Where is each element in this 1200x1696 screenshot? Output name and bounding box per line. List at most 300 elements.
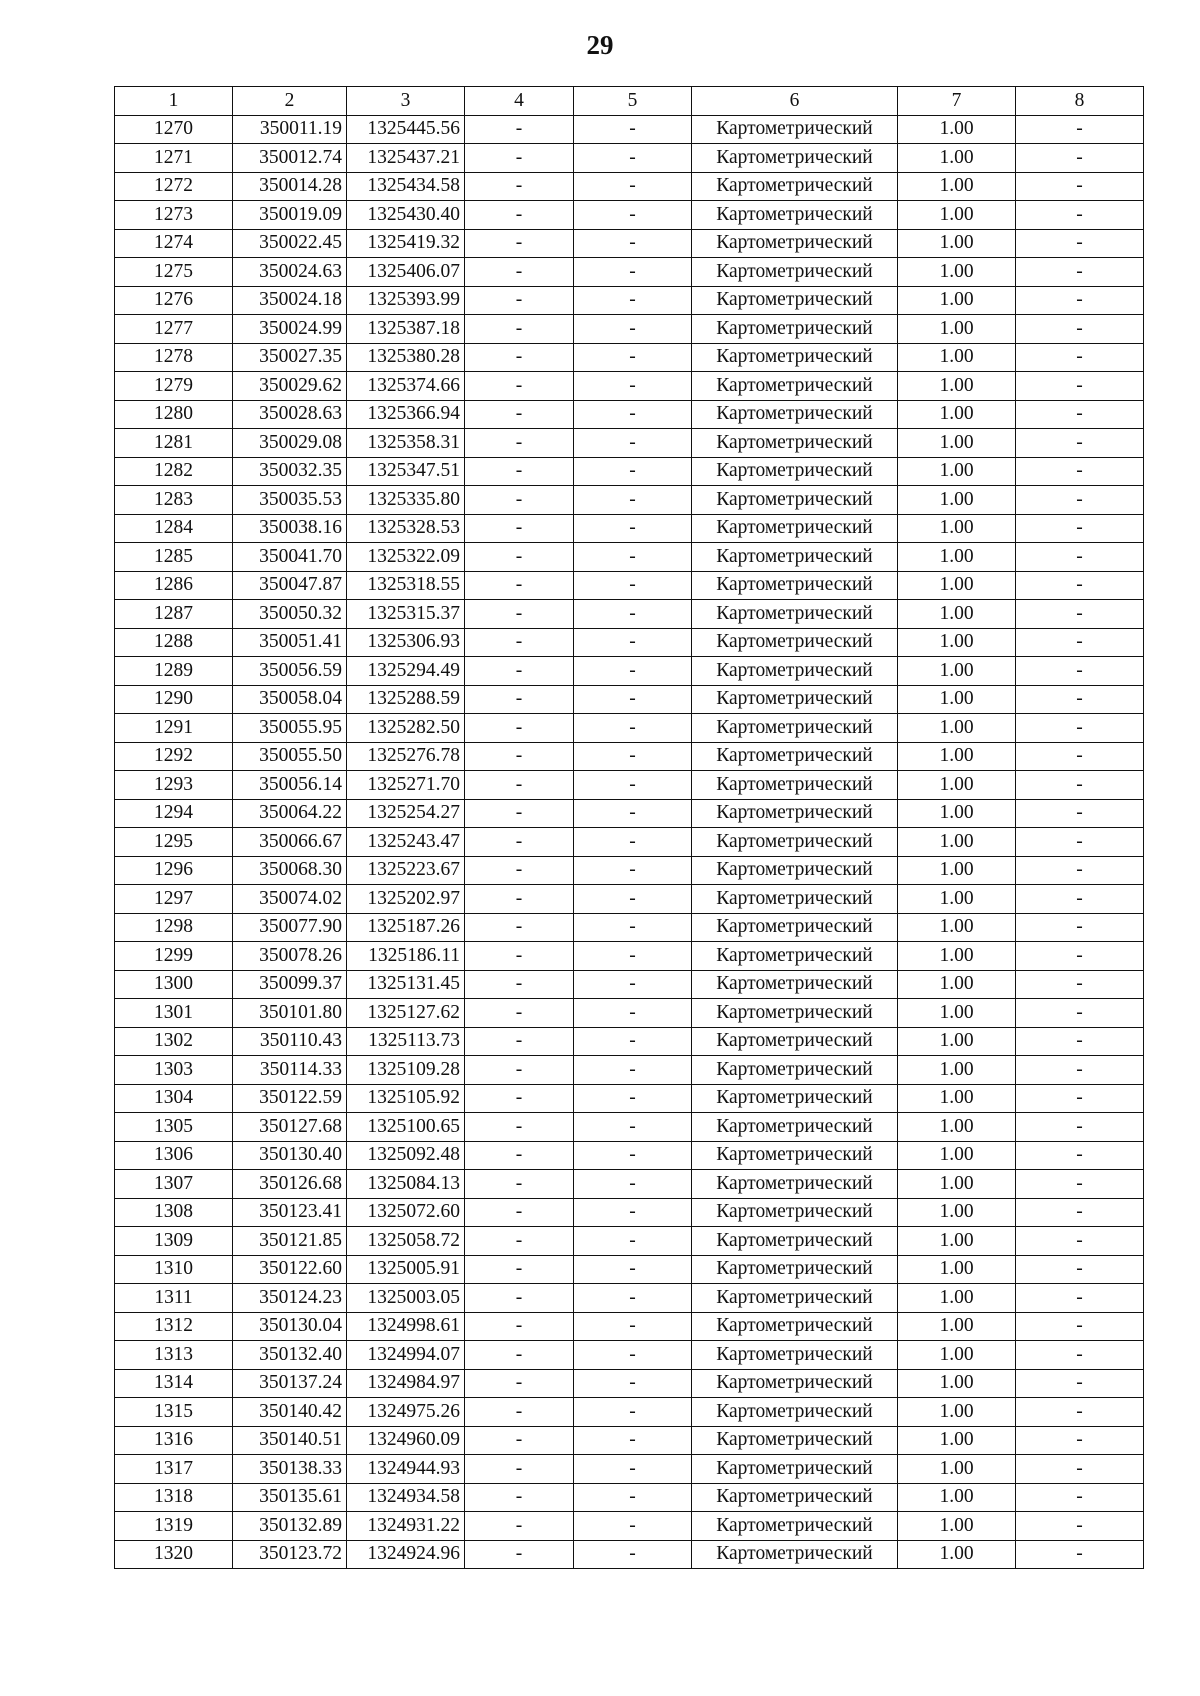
column-8-cell: - <box>1016 286 1144 315</box>
x-coordinate-cell: 350074.02 <box>233 885 347 914</box>
column-5-cell: - <box>574 1483 692 1512</box>
point-number-cell: 1289 <box>115 657 233 686</box>
column-4-cell: - <box>465 1227 574 1256</box>
x-coordinate-cell: 350050.32 <box>233 600 347 629</box>
column-8-cell: - <box>1016 771 1144 800</box>
column-8-cell: - <box>1016 1455 1144 1484</box>
x-coordinate-cell: 350122.59 <box>233 1084 347 1113</box>
point-number-cell: 1312 <box>115 1312 233 1341</box>
column-8-cell: - <box>1016 856 1144 885</box>
column-5-cell: - <box>574 1284 692 1313</box>
column-5-cell: - <box>574 172 692 201</box>
x-coordinate-cell: 350130.04 <box>233 1312 347 1341</box>
column-4-cell: - <box>465 1312 574 1341</box>
y-coordinate-cell: 1325223.67 <box>347 856 465 885</box>
column-4-cell: - <box>465 1426 574 1455</box>
method-cell: Картометрический <box>692 1084 898 1113</box>
accuracy-cell: 1.00 <box>898 343 1016 372</box>
column-4-cell: - <box>465 1455 574 1484</box>
table-row <box>115 1056 1144 1085</box>
column-8-cell: - <box>1016 1426 1144 1455</box>
table-row <box>115 514 1144 543</box>
column-5-cell: - <box>574 1084 692 1113</box>
column-4-cell: - <box>465 742 574 771</box>
table-row <box>115 1198 1144 1227</box>
coordinates-table <box>114 86 1144 1569</box>
y-coordinate-cell: 1325282.50 <box>347 714 465 743</box>
y-coordinate-cell: 1324944.93 <box>347 1455 465 1484</box>
column-4-cell: - <box>465 457 574 486</box>
table-row <box>115 771 1144 800</box>
column-8-cell: - <box>1016 486 1144 515</box>
point-number-cell: 1303 <box>115 1056 233 1085</box>
column-4-cell: - <box>465 400 574 429</box>
table-row <box>115 999 1144 1028</box>
method-cell: Картометрический <box>692 942 898 971</box>
y-coordinate-cell: 1325105.92 <box>347 1084 465 1113</box>
column-5-cell: - <box>574 1198 692 1227</box>
column-5-cell: - <box>574 286 692 315</box>
column-8-cell: - <box>1016 400 1144 429</box>
y-coordinate-cell: 1325318.55 <box>347 571 465 600</box>
method-cell: Картометрический <box>692 714 898 743</box>
y-coordinate-cell: 1325058.72 <box>347 1227 465 1256</box>
method-cell: Картометрический <box>692 229 898 258</box>
column-5-cell: - <box>574 1113 692 1142</box>
method-cell: Картометрический <box>692 1284 898 1313</box>
column-5-cell: - <box>574 1455 692 1484</box>
x-coordinate-cell: 350029.08 <box>233 429 347 458</box>
point-number-cell: 1292 <box>115 742 233 771</box>
point-number-cell: 1295 <box>115 828 233 857</box>
x-coordinate-cell: 350056.59 <box>233 657 347 686</box>
column-5-cell: - <box>574 1170 692 1199</box>
x-coordinate-cell: 350126.68 <box>233 1170 347 1199</box>
method-cell: Картометрический <box>692 1455 898 1484</box>
x-coordinate-cell: 350055.50 <box>233 742 347 771</box>
table-row <box>115 343 1144 372</box>
method-cell: Картометрический <box>692 1056 898 1085</box>
column-5-cell: - <box>574 742 692 771</box>
column-8-cell: - <box>1016 714 1144 743</box>
column-8-cell: - <box>1016 514 1144 543</box>
x-coordinate-cell: 350122.60 <box>233 1255 347 1284</box>
column-8-cell: - <box>1016 1141 1144 1170</box>
y-coordinate-cell: 1325335.80 <box>347 486 465 515</box>
accuracy-cell: 1.00 <box>898 258 1016 287</box>
column-5-cell: - <box>574 799 692 828</box>
accuracy-cell: 1.00 <box>898 1084 1016 1113</box>
column-5-cell: - <box>574 856 692 885</box>
y-coordinate-cell: 1324931.22 <box>347 1512 465 1541</box>
column-4-cell: - <box>465 514 574 543</box>
accuracy-cell: 1.00 <box>898 1141 1016 1170</box>
column-4-cell: - <box>465 372 574 401</box>
column-8-cell: - <box>1016 1227 1144 1256</box>
method-cell: Картометрический <box>692 1398 898 1427</box>
table-row <box>115 315 1144 344</box>
accuracy-cell: 1.00 <box>898 429 1016 458</box>
method-cell: Картометрический <box>692 1483 898 1512</box>
x-coordinate-cell: 350132.89 <box>233 1512 347 1541</box>
accuracy-cell: 1.00 <box>898 201 1016 230</box>
table-row <box>115 742 1144 771</box>
point-number-cell: 1298 <box>115 913 233 942</box>
column-4-cell: - <box>465 486 574 515</box>
column-8-cell: - <box>1016 144 1144 173</box>
column-4-cell: - <box>465 429 574 458</box>
column-5-cell: - <box>574 144 692 173</box>
y-coordinate-cell: 1325294.49 <box>347 657 465 686</box>
column-5-cell: - <box>574 828 692 857</box>
table-row <box>115 828 1144 857</box>
y-coordinate-cell: 1325084.13 <box>347 1170 465 1199</box>
table-row <box>115 286 1144 315</box>
point-number-cell: 1300 <box>115 970 233 999</box>
table-row <box>115 1227 1144 1256</box>
column-8-cell: - <box>1016 1341 1144 1370</box>
x-coordinate-cell: 350078.26 <box>233 942 347 971</box>
method-cell: Картометрический <box>692 1312 898 1341</box>
column-4-cell: - <box>465 628 574 657</box>
table-row <box>115 1113 1144 1142</box>
column-4-cell: - <box>465 1141 574 1170</box>
column-5-cell: - <box>574 258 692 287</box>
accuracy-cell: 1.00 <box>898 771 1016 800</box>
column-8-cell: - <box>1016 571 1144 600</box>
point-number-cell: 1285 <box>115 543 233 572</box>
x-coordinate-cell: 350123.72 <box>233 1540 347 1569</box>
point-number-cell: 1297 <box>115 885 233 914</box>
column-8-cell: - <box>1016 1398 1144 1427</box>
method-cell: Картометрический <box>692 885 898 914</box>
accuracy-cell: 1.00 <box>898 714 1016 743</box>
y-coordinate-cell: 1325186.11 <box>347 942 465 971</box>
accuracy-cell: 1.00 <box>898 742 1016 771</box>
column-4-cell: - <box>465 571 574 600</box>
y-coordinate-cell: 1324934.58 <box>347 1483 465 1512</box>
y-coordinate-cell: 1324998.61 <box>347 1312 465 1341</box>
table-row <box>115 1540 1144 1569</box>
point-number-cell: 1270 <box>115 115 233 144</box>
y-coordinate-cell: 1325288.59 <box>347 685 465 714</box>
accuracy-cell: 1.00 <box>898 571 1016 600</box>
column-8-cell: - <box>1016 1170 1144 1199</box>
page-number: 29 <box>586 30 614 60</box>
column-5-cell: - <box>574 600 692 629</box>
table-row <box>115 571 1144 600</box>
accuracy-cell: 1.00 <box>898 115 1016 144</box>
column-8-cell: - <box>1016 1512 1144 1541</box>
x-coordinate-cell: 350056.14 <box>233 771 347 800</box>
column-4-cell: - <box>465 1198 574 1227</box>
y-coordinate-cell: 1325445.56 <box>347 115 465 144</box>
y-coordinate-cell: 1325254.27 <box>347 799 465 828</box>
table-row <box>115 486 1144 515</box>
column-4-cell: - <box>465 600 574 629</box>
table-row <box>115 1170 1144 1199</box>
accuracy-cell: 1.00 <box>898 1056 1016 1085</box>
y-coordinate-cell: 1325434.58 <box>347 172 465 201</box>
table-row <box>115 1512 1144 1541</box>
column-5-cell: - <box>574 685 692 714</box>
method-cell: Картометрический <box>692 600 898 629</box>
point-number-cell: 1296 <box>115 856 233 885</box>
column-8-cell: - <box>1016 172 1144 201</box>
method-cell: Картометрический <box>692 999 898 1028</box>
x-coordinate-cell: 350140.42 <box>233 1398 347 1427</box>
column-8-cell: - <box>1016 828 1144 857</box>
column-header-8: 8 <box>1016 87 1144 116</box>
column-5-cell: - <box>574 1056 692 1085</box>
accuracy-cell: 1.00 <box>898 543 1016 572</box>
y-coordinate-cell: 1325358.31 <box>347 429 465 458</box>
x-coordinate-cell: 350012.74 <box>233 144 347 173</box>
column-8-cell: - <box>1016 1369 1144 1398</box>
column-5-cell: - <box>574 885 692 914</box>
column-5-cell: - <box>574 657 692 686</box>
method-cell: Картометрический <box>692 144 898 173</box>
column-4-cell: - <box>465 172 574 201</box>
column-5-cell: - <box>574 543 692 572</box>
table-row <box>115 1341 1144 1370</box>
table-row <box>115 429 1144 458</box>
column-4-cell: - <box>465 885 574 914</box>
method-cell: Картометрический <box>692 1170 898 1199</box>
point-number-cell: 1301 <box>115 999 233 1028</box>
column-8-cell: - <box>1016 885 1144 914</box>
point-number-cell: 1304 <box>115 1084 233 1113</box>
column-8-cell: - <box>1016 970 1144 999</box>
point-number-cell: 1271 <box>115 144 233 173</box>
point-number-cell: 1307 <box>115 1170 233 1199</box>
column-8-cell: - <box>1016 343 1144 372</box>
accuracy-cell: 1.00 <box>898 942 1016 971</box>
point-number-cell: 1273 <box>115 201 233 230</box>
table-row <box>115 201 1144 230</box>
table-row <box>115 115 1144 144</box>
table-row <box>115 229 1144 258</box>
x-coordinate-cell: 350051.41 <box>233 628 347 657</box>
column-4-cell: - <box>465 1512 574 1541</box>
point-number-cell: 1284 <box>115 514 233 543</box>
column-4-cell: - <box>465 685 574 714</box>
column-8-cell: - <box>1016 1483 1144 1512</box>
method-cell: Картометрический <box>692 685 898 714</box>
y-coordinate-cell: 1325202.97 <box>347 885 465 914</box>
accuracy-cell: 1.00 <box>898 799 1016 828</box>
method-cell: Картометрический <box>692 429 898 458</box>
point-number-cell: 1280 <box>115 400 233 429</box>
point-number-cell: 1316 <box>115 1426 233 1455</box>
accuracy-cell: 1.00 <box>898 514 1016 543</box>
point-number-cell: 1283 <box>115 486 233 515</box>
x-coordinate-cell: 350130.40 <box>233 1141 347 1170</box>
column-4-cell: - <box>465 315 574 344</box>
point-number-cell: 1272 <box>115 172 233 201</box>
y-coordinate-cell: 1325187.26 <box>347 913 465 942</box>
column-8-cell: - <box>1016 942 1144 971</box>
table-row <box>115 970 1144 999</box>
method-cell: Картометрический <box>692 457 898 486</box>
point-number-cell: 1275 <box>115 258 233 287</box>
column-5-cell: - <box>574 1227 692 1256</box>
column-5-cell: - <box>574 1426 692 1455</box>
method-cell: Картометрический <box>692 115 898 144</box>
column-8-cell: - <box>1016 913 1144 942</box>
x-coordinate-cell: 350027.35 <box>233 343 347 372</box>
point-number-cell: 1310 <box>115 1255 233 1284</box>
point-number-cell: 1278 <box>115 343 233 372</box>
y-coordinate-cell: 1325374.66 <box>347 372 465 401</box>
accuracy-cell: 1.00 <box>898 913 1016 942</box>
method-cell: Картометрический <box>692 286 898 315</box>
table-row <box>115 1084 1144 1113</box>
column-5-cell: - <box>574 400 692 429</box>
column-header-3: 3 <box>347 87 465 116</box>
method-cell: Картометрический <box>692 372 898 401</box>
table-row <box>115 942 1144 971</box>
column-8-cell: - <box>1016 543 1144 572</box>
method-cell: Картометрический <box>692 571 898 600</box>
column-8-cell: - <box>1016 657 1144 686</box>
column-5-cell: - <box>574 457 692 486</box>
column-8-cell: - <box>1016 1284 1144 1313</box>
column-header-4: 4 <box>465 87 574 116</box>
table-body <box>115 115 1144 1569</box>
method-cell: Картометрический <box>692 913 898 942</box>
column-5-cell: - <box>574 628 692 657</box>
method-cell: Картометрический <box>692 543 898 572</box>
column-8-cell: - <box>1016 685 1144 714</box>
y-coordinate-cell: 1325419.32 <box>347 229 465 258</box>
column-8-cell: - <box>1016 1540 1144 1569</box>
accuracy-cell: 1.00 <box>898 1341 1016 1370</box>
y-coordinate-cell: 1324960.09 <box>347 1426 465 1455</box>
point-number-cell: 1309 <box>115 1227 233 1256</box>
point-number-cell: 1274 <box>115 229 233 258</box>
x-coordinate-cell: 350038.16 <box>233 514 347 543</box>
method-cell: Картометрический <box>692 1369 898 1398</box>
column-5-cell: - <box>574 201 692 230</box>
table-row <box>115 685 1144 714</box>
method-cell: Картометрический <box>692 799 898 828</box>
point-number-cell: 1299 <box>115 942 233 971</box>
column-4-cell: - <box>465 1540 574 1569</box>
column-4-cell: - <box>465 856 574 885</box>
point-number-cell: 1293 <box>115 771 233 800</box>
column-4-cell: - <box>465 343 574 372</box>
x-coordinate-cell: 350047.87 <box>233 571 347 600</box>
y-coordinate-cell: 1325005.91 <box>347 1255 465 1284</box>
table-row <box>115 372 1144 401</box>
x-coordinate-cell: 350029.62 <box>233 372 347 401</box>
column-4-cell: - <box>465 1113 574 1142</box>
column-8-cell: - <box>1016 229 1144 258</box>
y-coordinate-cell: 1325322.09 <box>347 543 465 572</box>
table-row <box>115 628 1144 657</box>
column-8-cell: - <box>1016 1255 1144 1284</box>
method-cell: Картометрический <box>692 486 898 515</box>
column-8-cell: - <box>1016 1027 1144 1056</box>
column-5-cell: - <box>574 1141 692 1170</box>
x-coordinate-cell: 350024.63 <box>233 258 347 287</box>
table-row <box>115 885 1144 914</box>
accuracy-cell: 1.00 <box>898 1113 1016 1142</box>
method-cell: Картометрический <box>692 771 898 800</box>
point-number-cell: 1281 <box>115 429 233 458</box>
column-5-cell: - <box>574 970 692 999</box>
x-coordinate-cell: 350011.19 <box>233 115 347 144</box>
column-5-cell: - <box>574 1027 692 1056</box>
y-coordinate-cell: 1324984.97 <box>347 1369 465 1398</box>
x-coordinate-cell: 350028.63 <box>233 400 347 429</box>
x-coordinate-cell: 350140.51 <box>233 1426 347 1455</box>
column-5-cell: - <box>574 771 692 800</box>
column-4-cell: - <box>465 913 574 942</box>
x-coordinate-cell: 350099.37 <box>233 970 347 999</box>
column-4-cell: - <box>465 1056 574 1085</box>
y-coordinate-cell: 1325380.28 <box>347 343 465 372</box>
table-row <box>115 1426 1144 1455</box>
column-8-cell: - <box>1016 429 1144 458</box>
x-coordinate-cell: 350014.28 <box>233 172 347 201</box>
column-8-cell: - <box>1016 372 1144 401</box>
method-cell: Картометрический <box>692 1198 898 1227</box>
column-4-cell: - <box>465 1284 574 1313</box>
method-cell: Картометрический <box>692 1341 898 1370</box>
method-cell: Картометрический <box>692 1227 898 1256</box>
point-number-cell: 1294 <box>115 799 233 828</box>
table-row <box>115 1027 1144 1056</box>
column-5-cell: - <box>574 1369 692 1398</box>
y-coordinate-cell: 1325003.05 <box>347 1284 465 1313</box>
method-cell: Картометрический <box>692 1113 898 1142</box>
table-row <box>115 856 1144 885</box>
x-coordinate-cell: 350022.45 <box>233 229 347 258</box>
point-number-cell: 1276 <box>115 286 233 315</box>
column-4-cell: - <box>465 1255 574 1284</box>
point-number-cell: 1286 <box>115 571 233 600</box>
point-number-cell: 1277 <box>115 315 233 344</box>
table-row <box>115 1141 1144 1170</box>
column-4-cell: - <box>465 771 574 800</box>
accuracy-cell: 1.00 <box>898 315 1016 344</box>
column-5-cell: - <box>574 372 692 401</box>
point-number-cell: 1290 <box>115 685 233 714</box>
table-row <box>115 258 1144 287</box>
method-cell: Картометрический <box>692 1426 898 1455</box>
table-row <box>115 543 1144 572</box>
x-coordinate-cell: 350058.04 <box>233 685 347 714</box>
y-coordinate-cell: 1324975.26 <box>347 1398 465 1427</box>
x-coordinate-cell: 350035.53 <box>233 486 347 515</box>
column-4-cell: - <box>465 201 574 230</box>
y-coordinate-cell: 1325109.28 <box>347 1056 465 1085</box>
y-coordinate-cell: 1325100.65 <box>347 1113 465 1142</box>
method-cell: Картометрический <box>692 828 898 857</box>
column-5-cell: - <box>574 1512 692 1541</box>
point-number-cell: 1287 <box>115 600 233 629</box>
column-header-6: 6 <box>692 87 898 116</box>
table-row <box>115 172 1144 201</box>
column-8-cell: - <box>1016 1198 1144 1227</box>
accuracy-cell: 1.00 <box>898 1255 1016 1284</box>
column-5-cell: - <box>574 429 692 458</box>
accuracy-cell: 1.00 <box>898 400 1016 429</box>
table-row <box>115 657 1144 686</box>
method-cell: Картометрический <box>692 1027 898 1056</box>
